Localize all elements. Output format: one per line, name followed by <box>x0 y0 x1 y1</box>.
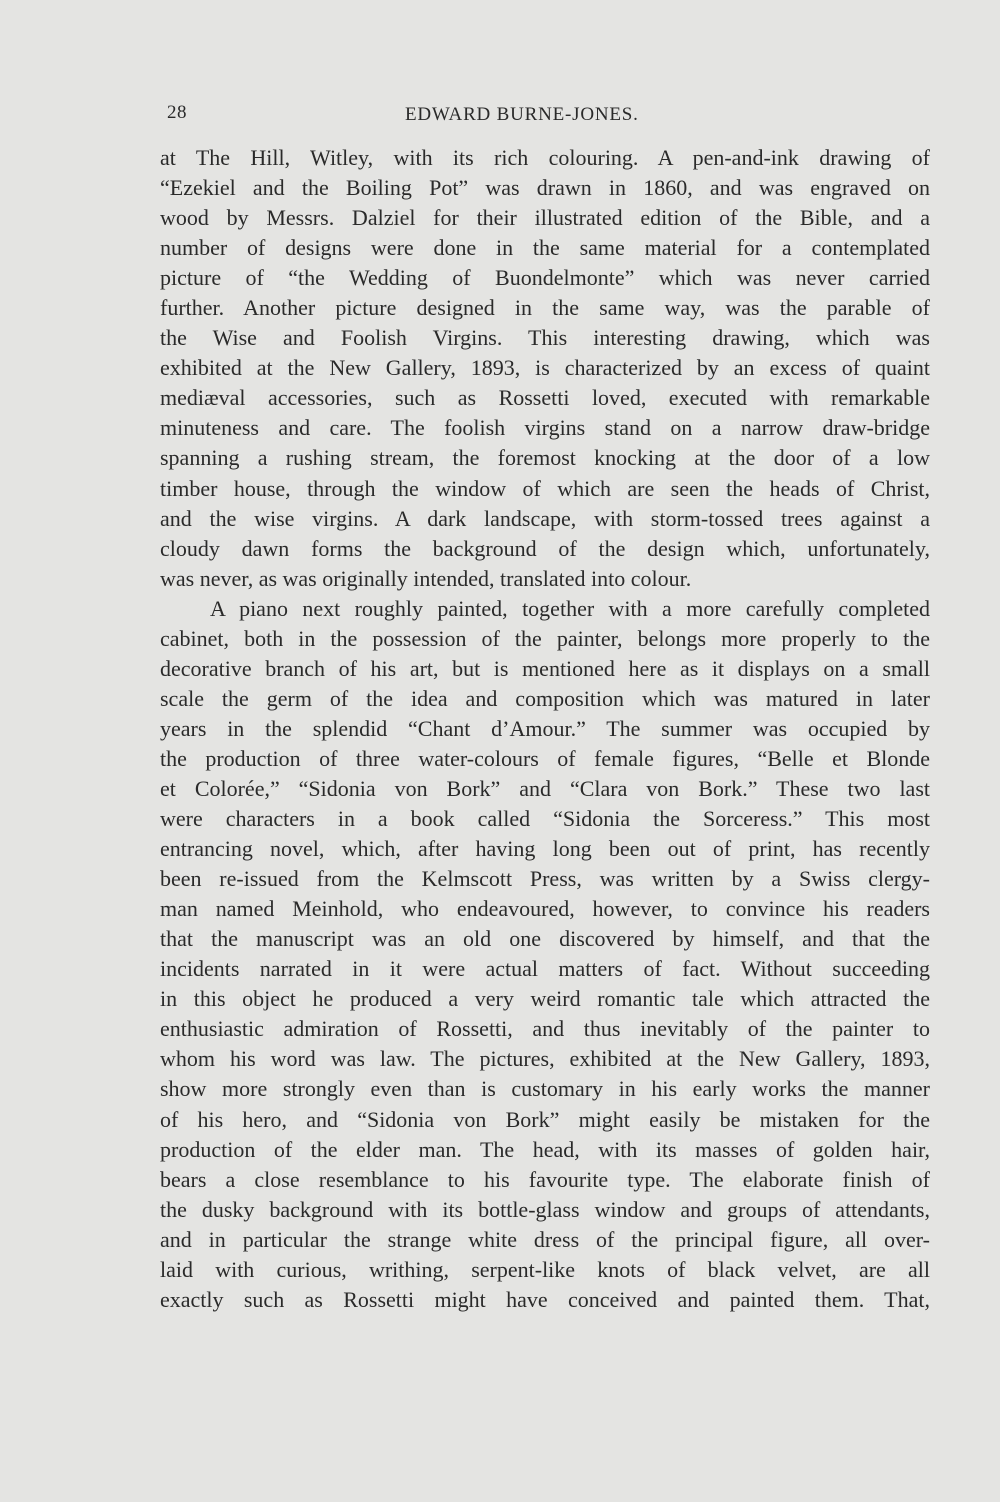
text-line: decorative branch of his art, but is mentioned here as it displays on a small <box>160 655 930 681</box>
text-line: the Wise and Foolish Virgins. This interesting drawing, which was <box>160 325 930 351</box>
text-line: man named Meinhold, who endeavoured, however, to convince his readers <box>160 896 930 922</box>
text-line: number of designs were done in the same material for a contemplated <box>160 235 930 261</box>
text-line: exhibited at the New Gallery, 1893, is characterized by an excess of quaint <box>160 355 930 381</box>
text-line: of his hero, and “Sidonia von Bork” might easily be mistaken for the <box>160 1106 930 1132</box>
text-line: enthusiastic admiration of Rossetti, and thus inevitably of the painter to <box>160 1016 930 1042</box>
text-line: incidents narrated in it were actual matters of fact. Without succeeding <box>160 956 930 982</box>
text-line: wood by Messrs. Dalziel for their illustrated edition of the Bible, and a <box>160 205 930 231</box>
text-line: further. Another picture designed in the same way, was the parable of <box>160 295 930 321</box>
text-line: was never, as was originally intended, translated into colour. <box>160 565 692 591</box>
text-line: et Colorée,” “Sidonia von Bork” and “Clara von Bork.” These two last <box>160 775 930 801</box>
text-line: and the wise virgins. A dark landscape, with storm-tossed trees against a <box>160 505 930 531</box>
text-line: in this object he produced a very weird romantic tale which attracted the <box>160 986 930 1012</box>
text-line: and in particular the strange white dress of the principal figure, all over- <box>160 1226 930 1252</box>
text-line: been re-issued from the Kelmscott Press, was written by a Swiss clergy- <box>160 866 930 892</box>
text-line: scale the germ of the idea and composition which was matured in later <box>160 685 930 711</box>
text-line: years in the splendid “Chant d’Amour.” The summer was occupied by <box>160 715 930 741</box>
text-line: at The Hill, Witley, with its rich colouring. A pen-and-ink drawing of <box>160 145 930 170</box>
text-line: A piano next roughly painted, together with a more carefully completed <box>210 595 930 621</box>
text-line: the production of three water-colours of female figures, “Belle et Blonde <box>160 745 930 771</box>
text-line: show more strongly even than is customary in his early works the manner <box>160 1076 930 1102</box>
running-head: EDWARD BURNE-JONES. <box>405 104 639 125</box>
text-line: the dusky background with its bottle-glass window and groups of attendants, <box>160 1196 930 1222</box>
text-line: exactly such as Rossetti might have conceived and painted them. That, <box>160 1286 930 1312</box>
text-line: spanning a rushing stream, the foremost knocking at the door of a low <box>160 445 930 471</box>
text-line: picture of “the Wedding of Buondelmonte” which was never carried <box>160 265 930 291</box>
text-line: timber house, through the window of which are seen the heads of Christ, <box>160 475 930 501</box>
text-line: whom his word was law. The pictures, exhibited at the New Gallery, 1893, <box>160 1046 930 1072</box>
text-line: bears a close resemblance to his favourite type. The elaborate finish of <box>160 1166 930 1192</box>
text-line: cloudy dawn forms the background of the design which, unfortunately, <box>160 535 930 561</box>
body-text <box>160 143 930 1315</box>
text-line: minuteness and care. The foolish virgins stand on a narrow draw-bridge <box>160 415 930 441</box>
text-line: production of the elder man. The head, with its masses of golden hair, <box>160 1136 930 1162</box>
text-line: were characters in a book called “Sidonia the Sorceress.” This most <box>160 806 930 832</box>
text-line: cabinet, both in the possession of the painter, belongs more properly to the <box>160 625 930 651</box>
page-number: 28 <box>167 102 187 123</box>
text-line: “Ezekiel and the Boiling Pot” was drawn in 1860, and was engraved on <box>160 175 930 201</box>
text-line: mediæval accessories, such as Rossetti loved, executed with remarkable <box>160 385 930 411</box>
text-line: that the manuscript was an old one discovered by himself, and that the <box>160 926 930 952</box>
text-line: entrancing novel, which, after having long been out of print, has recently <box>160 836 930 862</box>
text-line: laid with curious, writhing, serpent-like knots of black velvet, are all <box>160 1256 930 1282</box>
